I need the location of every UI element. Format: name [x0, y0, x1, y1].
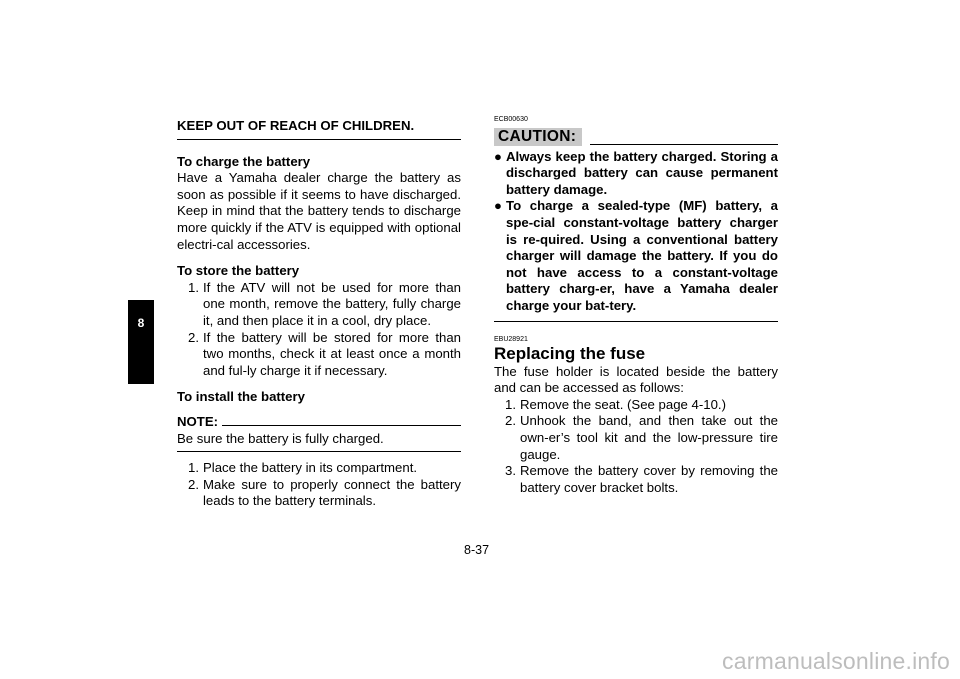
step-number: 2.: [505, 413, 516, 429]
step-text: Remove the seat. (See page 4-10.): [520, 396, 726, 412]
step-number: 1.: [505, 396, 516, 412]
caution-header: [494, 128, 778, 146]
install-step: [177, 460, 461, 477]
section-code: EBU28921: [494, 335, 528, 343]
step-number: 2.: [188, 329, 199, 345]
step-number: 3.: [505, 463, 516, 479]
step-text: If the battery will be stored for more than two months, check it at least once a month and ful-ly charge it if necessary.: [203, 329, 461, 378]
fuse-step: [494, 413, 778, 463]
watermark: carmanualsonline.info: [722, 648, 950, 674]
page-number: 8-37: [464, 543, 490, 557]
fuse-step: [494, 463, 778, 496]
warning-tail: KEEP OUT OF REACH OF CHILDREN.: [177, 118, 415, 133]
install-heading: To install the battery: [177, 389, 305, 405]
caution-item-text: Always keep the battery charged. Storing a discharged battery can cause permanent battery damage.: [506, 148, 778, 197]
caution-rule: [590, 144, 778, 145]
note-end-rule: [177, 451, 461, 452]
fuse-step: [494, 397, 778, 414]
chapter-tab: [128, 300, 154, 384]
step-text: Place the battery in its compartment.: [203, 460, 418, 476]
bullet-dot-icon: ●: [494, 148, 502, 164]
caution-item: [494, 198, 778, 314]
caution-label: CAUTION:: [494, 128, 582, 146]
install-step: [177, 477, 461, 510]
section-body: The fuse holder is located beside the battery and can be accessed as follows:: [494, 363, 778, 396]
caution-code: ECB00630: [494, 116, 528, 123]
step-number: 1.: [188, 279, 199, 295]
caution-end-rule: [494, 321, 778, 322]
charge-body: Have a Yamaha dealer charge the battery as soon as possible if it seems to have discharged. Keep in mind that the battery tends to discharge more quickly if the ATV is equipped with optional electri-cal accessories.: [177, 170, 461, 252]
store-step: [177, 330, 461, 380]
step-number: 2.: [188, 476, 199, 492]
warning-end-rule: [177, 139, 461, 140]
step-number: 1.: [188, 460, 199, 476]
caution-item-text: To charge a sealed-type (MF) battery, a spe-cial constant-voltage battery charger is re-quired. Using a conventional battery charger will damage the battery. If you do not have access to a constant-voltage battery charg-er, have a Yamaha dealer charge your bat-tery.: [506, 198, 778, 313]
step-text: If the ATV will not be used for more than one month, remove the battery, fully charge it, and then place it in a cool, dry place.: [203, 279, 461, 328]
note-label: NOTE:: [177, 413, 219, 429]
note-rule: [222, 425, 461, 426]
caution-item: [494, 149, 778, 199]
step-text: Unhook the band, and then take out the own-er’s tool kit and the low-pressure tire gauge.: [520, 413, 778, 462]
note-text: Be sure the battery is fully charged.: [177, 430, 384, 446]
chapter-tab-number: 8: [137, 316, 145, 330]
note-header: [177, 414, 461, 431]
store-heading: To store the battery: [177, 263, 300, 279]
section-title: Replacing the fuse: [494, 343, 646, 363]
bullet-dot-icon: ●: [494, 198, 502, 214]
step-text: Remove the battery cover by removing the battery cover bracket bolts.: [520, 463, 778, 495]
store-step: [177, 280, 461, 330]
step-text: Make sure to properly connect the battery leads to the battery terminals.: [203, 476, 461, 509]
right-column: [494, 116, 778, 496]
charge-heading: To charge the battery: [177, 153, 311, 169]
left-column: [177, 118, 461, 510]
